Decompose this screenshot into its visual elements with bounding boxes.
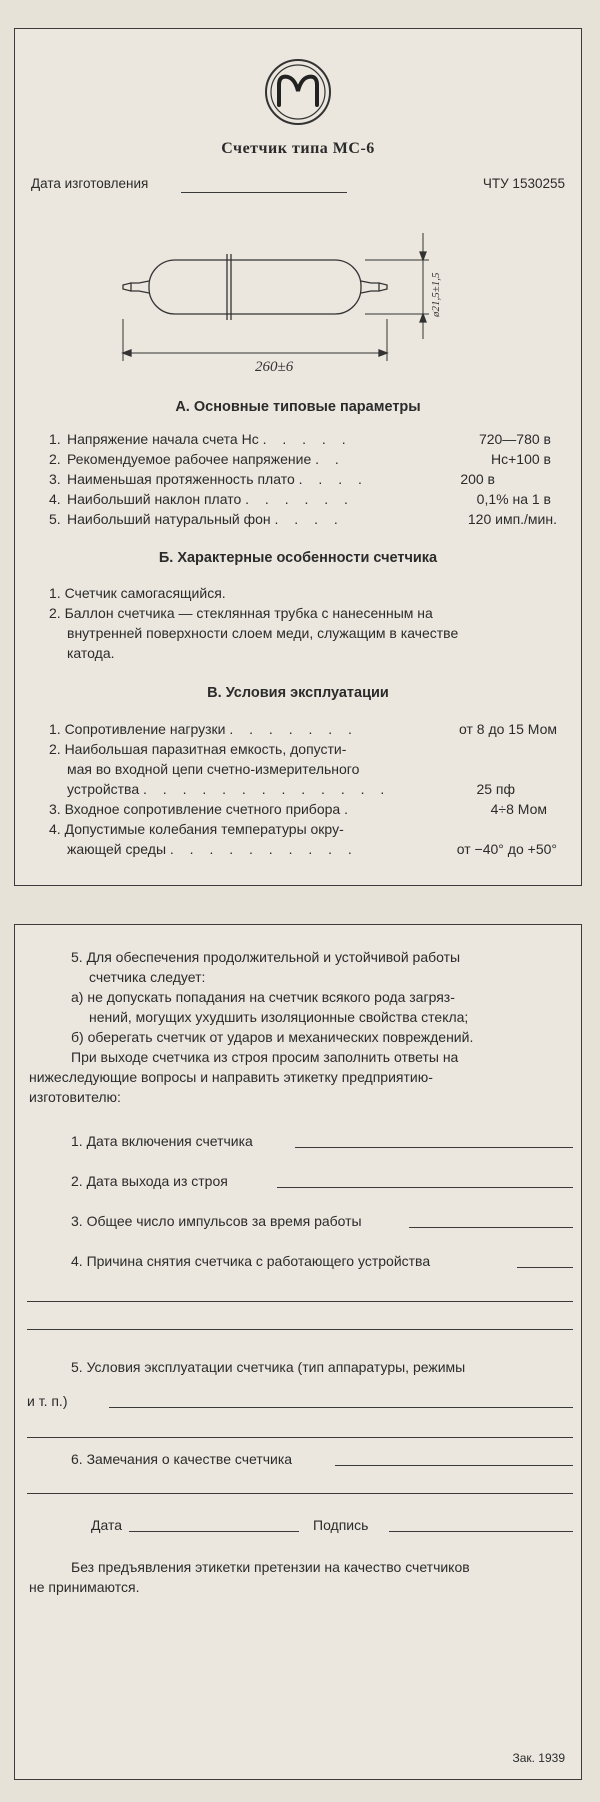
param-value: 0,1% на 1 в: [476, 491, 551, 507]
condition-value: от 8 до 15 Мом: [459, 721, 557, 737]
condition-label: 2. Наибольшая паразитная емкость, допусти-: [49, 741, 347, 757]
condition-label: 4. Допустимые колебания температуры окру-: [49, 821, 344, 837]
param-value: 200 в: [460, 471, 495, 487]
request-paragraph: нижеследующие вопросы и направить этикетку предприятию-: [29, 1069, 433, 1085]
param-label: Наибольший наклон плато: [67, 491, 242, 507]
signature-date-line[interactable]: [129, 1531, 299, 1532]
diameter-dimension: ø21,5±1,5: [430, 272, 442, 317]
signature-label: Подпись: [313, 1517, 369, 1533]
param-label: 4.: [49, 491, 61, 507]
question-label: 3. Общее число импульсов за время работы: [71, 1213, 362, 1229]
label-front-card: [14, 28, 582, 886]
condition-label: 3. Входное сопротивление счетного прибора: [49, 801, 341, 817]
param-row: 5. Наибольший натуральный фон . . . . 120 имп./мин.: [49, 511, 557, 527]
answer-line[interactable]: [409, 1227, 573, 1228]
condition-value: 4÷8 Мом: [490, 801, 547, 817]
condition-label-continued: жающей среды: [67, 841, 167, 857]
answer-line[interactable]: [27, 1329, 573, 1330]
condition-label-continued: устройства: [67, 781, 140, 797]
care-instruction: нений, могущих ухудшить изоляционные свойства стекла;: [89, 1009, 469, 1025]
request-paragraph: При выходе счетчика из строя просим заполнить ответы на: [71, 1049, 459, 1065]
param-value: Нс+100 в: [491, 451, 551, 467]
condition-value: 25 пф: [476, 781, 515, 797]
question-label: 2. Дата выхода из строя: [71, 1173, 228, 1189]
feature-item-continued: катода.: [67, 645, 115, 661]
order-number: Зак. 1939: [512, 1751, 565, 1765]
answer-line[interactable]: [27, 1301, 573, 1302]
feature-item: 2. Баллон счетчика — стеклянная трубка с нанесенным на: [49, 605, 433, 621]
condition-value: от −40° до +50°: [456, 841, 557, 857]
section-a-heading: А. Основные типовые параметры: [175, 399, 421, 415]
care-instruction: 5. Для обеспечения продолжительной и устойчивой работы: [71, 949, 461, 965]
section-b-heading: Б. Характерные особенности счетчика: [158, 550, 438, 566]
param-row: 1. Напряжение начала счета Нс . . . . . 720—780 в: [49, 431, 551, 447]
answer-line[interactable]: [27, 1437, 573, 1438]
feature-item-continued: внутренней поверхности слоем меди, служащим в качестве: [67, 625, 459, 641]
counter-tube-drawing: [115, 219, 515, 379]
answer-line[interactable]: [277, 1187, 573, 1188]
answer-line[interactable]: [27, 1493, 573, 1494]
condition-row: устройства . . . . . . . . . . . . . 25 пф: [67, 781, 515, 797]
answer-line[interactable]: [335, 1465, 573, 1466]
param-label: 2.: [49, 451, 61, 467]
spec-code: ЧТУ 1530255: [482, 176, 565, 191]
care-instruction: б) оберегать счетчик от ударов и механических повреждений.: [71, 1029, 474, 1045]
label-back-card: [14, 924, 582, 1780]
param-value: 120 имп./мин.: [467, 511, 557, 527]
param-row: 4. Наибольший наклон плато . . . . . . 0,1% на 1 в: [49, 491, 551, 507]
condition-label-continued: мая во входной цепи счетно-измерительного: [67, 761, 360, 777]
care-instruction: а) не допускать попадания на счетчик всякого рода загряз-: [71, 989, 455, 1005]
answer-line[interactable]: [295, 1147, 573, 1148]
condition-label: 1. Сопротивление нагрузки: [49, 721, 226, 737]
answer-line[interactable]: [109, 1407, 573, 1408]
signature-line[interactable]: [389, 1531, 573, 1532]
condition-row: 3. Входное сопротивление счетного прибора . 4÷8 Мом: [49, 801, 547, 817]
param-label: Напряжение начала счета Нс: [67, 431, 259, 447]
param-label: Рекомендуемое рабочее напряжение: [67, 451, 312, 467]
manufacture-date-label: Дата изготовления: [31, 176, 149, 191]
param-label: Наибольший натуральный фон: [67, 511, 271, 527]
claims-note: Без предъявления этикетки претензии на качество счетчиков: [71, 1559, 470, 1575]
param-label: Наименьшая протяженность плато: [67, 471, 295, 487]
param-label: 5.: [49, 511, 61, 527]
question-label: 1. Дата включения счетчика: [71, 1133, 253, 1149]
claims-note: не принимаются.: [29, 1579, 140, 1595]
length-dimension: 260±6: [255, 359, 294, 375]
answer-line[interactable]: [517, 1267, 573, 1268]
param-label: 3.: [49, 471, 61, 487]
condition-row: жающей среды . . . . . . . . . . от −40° до +50°: [67, 841, 557, 857]
param-row: 3. Наименьшая протяженность плато . . . . 200 в: [49, 471, 495, 487]
signature-date-label: Дата: [91, 1517, 123, 1533]
feature-item: 1. Счетчик самогасящийся.: [49, 585, 226, 601]
question-label: 6. Замечания о качестве счетчика: [71, 1451, 293, 1467]
manufacturer-logo-icon: [263, 57, 333, 127]
param-row: 2. Рекомендуемое рабочее напряжение . . Нс+100 в: [49, 451, 551, 467]
param-value: 720—780 в: [478, 431, 551, 447]
question-label: 5. Условия эксплуатации счетчика (тип аппаратуры, режимы: [71, 1359, 466, 1375]
request-paragraph: изготовителю:: [29, 1089, 121, 1105]
care-instruction: счетчика следует:: [89, 969, 206, 985]
question-label-continued: и т. п.): [27, 1393, 68, 1409]
section-c-heading: В. Условия эксплуатации: [207, 685, 389, 701]
question-label: 4. Причина снятия счетчика с работающего устройства: [71, 1253, 431, 1269]
page-title: Счетчик типа МС-6: [221, 140, 375, 157]
manufacture-date-line: [181, 192, 347, 193]
param-label: 1.: [49, 431, 61, 447]
condition-row: 1. Сопротивление нагрузки . . . . . . . от 8 до 15 Мом: [49, 721, 557, 737]
